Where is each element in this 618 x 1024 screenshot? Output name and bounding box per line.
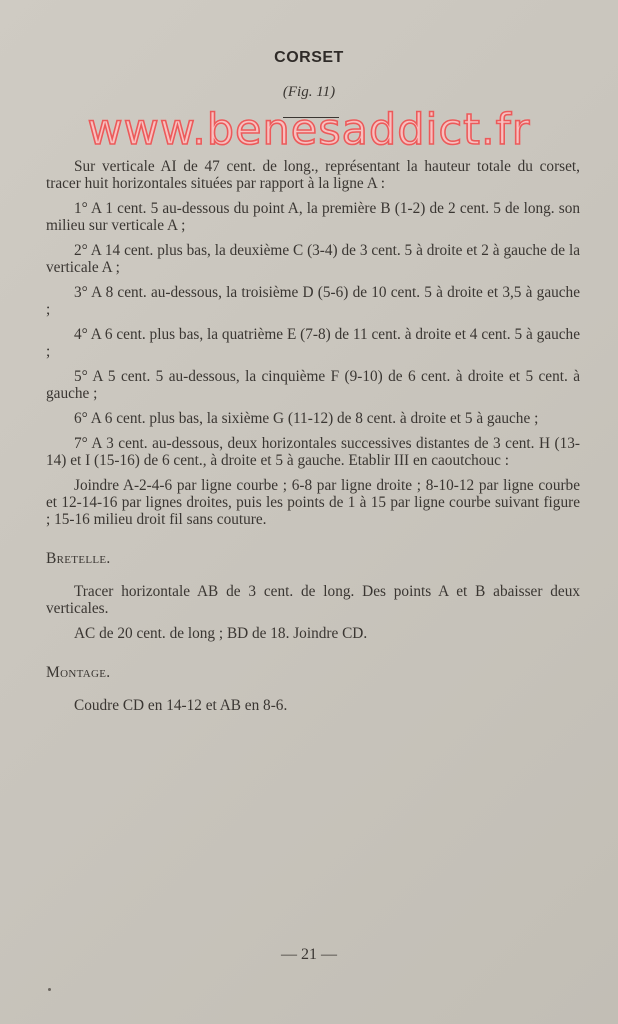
montage-paragraph: Coudre CD en 14-12 et AB en 8-6. bbox=[74, 697, 288, 714]
bretelle-paragraph-1: Tracer horizontale AB de 3 cent. de long. Des points A et B abaisser deux verticales. bbox=[46, 583, 580, 617]
step-1: 1° A 1 cent. 5 au-dessous du point A, la première B (1-2) de 2 cent. 5 de long. son milieu sur verticale A ; bbox=[46, 200, 580, 234]
join-instructions: Joindre A-2-4-6 par ligne courbe ; 6-8 par ligne droite ; 8-10-12 par ligne courbe et 12-14-16 par lignes droites, puis les points de 1 à 15 par ligne courbe suivant figure ; 15-16 milieu droit fil sans couture. bbox=[46, 477, 580, 528]
figure-reference: (Fig. 11) bbox=[282, 84, 336, 100]
watermark: www.benesaddict.fr bbox=[87, 105, 531, 155]
body-text bbox=[46, 158, 580, 722]
intro-paragraph: Sur verticale AI de 47 cent. de long., représentant la hauteur totale du corset, tracer huit horizontales situées par rapport à la ligne A : bbox=[46, 158, 580, 192]
step-6: 6° A 6 cent. plus bas, la sixième G (11-12) de 8 cent. à droite et 5 à gauche ; bbox=[74, 410, 539, 427]
paper-speck bbox=[48, 988, 51, 991]
step-3: 3° A 8 cent. au-dessous, la troisième D (5-6) de 10 cent. 5 à droite et 3,5 à gauche ; bbox=[46, 284, 580, 318]
step-4: 4° A 6 cent. plus bas, la quatrième E (7-8) de 11 cent. à droite et 4 cent. 5 à gauche ; bbox=[46, 326, 580, 360]
bretelle-paragraph-2: AC de 20 cent. de long ; BD de 18. Joindre CD. bbox=[74, 625, 368, 642]
step-5: 5° A 5 cent. 5 au-dessous, la cinquième F (9-10) de 6 cent. à droite et 5 cent. à gauche ; bbox=[46, 368, 580, 402]
page-number: — 21 — bbox=[281, 946, 337, 963]
page-title: CORSET bbox=[274, 49, 344, 66]
step-7: 7° A 3 cent. au-dessous, deux horizontales successives distantes de 3 cent. H (13-14) et I (15-16) de 6 cent., à droite et 5 à gauche. Etablir III en caoutchouc : bbox=[46, 435, 580, 469]
step-2: 2° A 14 cent. plus bas, la deuxième C (3-4) de 3 cent. 5 à droite et 2 à gauche de la verticale A ; bbox=[46, 242, 580, 276]
montage-heading: Montage. bbox=[46, 664, 111, 681]
bretelle-heading: Bretelle. bbox=[46, 550, 111, 567]
